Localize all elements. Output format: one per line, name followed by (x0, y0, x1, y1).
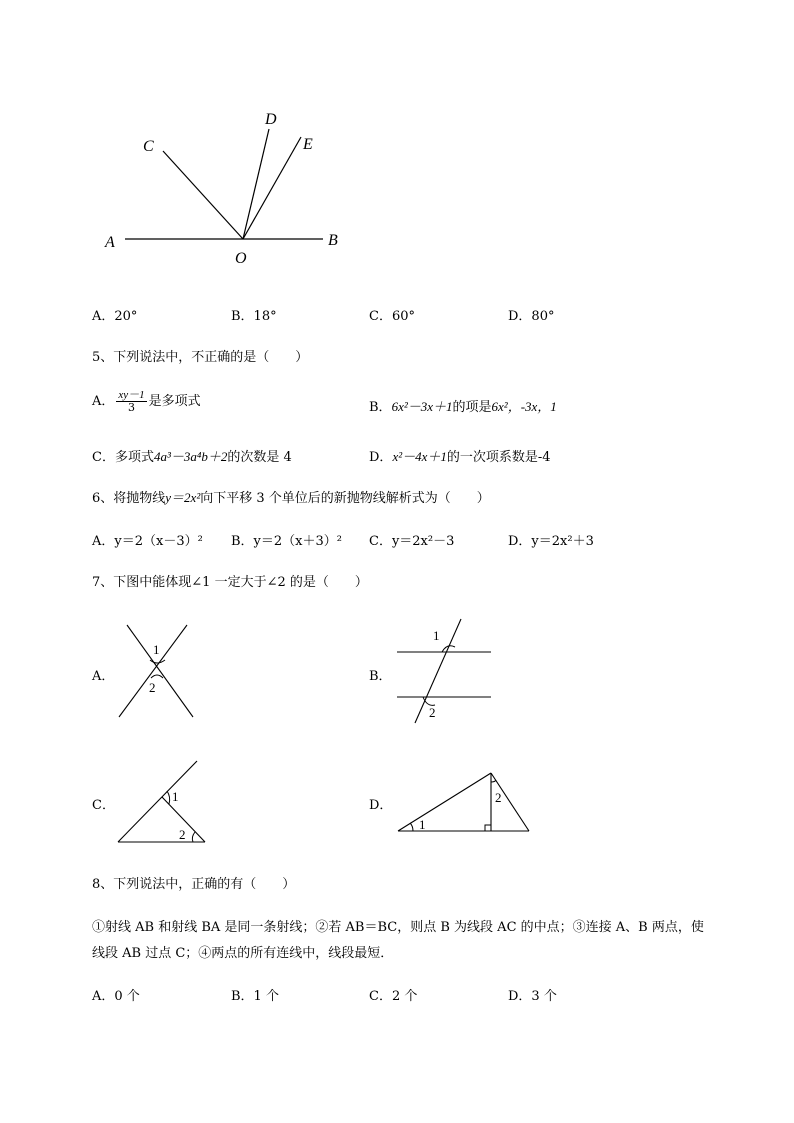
fraction-numerator: xy－1 (118, 389, 145, 401)
angle-arc-2 (192, 832, 195, 842)
q8-option-b: B．1 个 (231, 989, 279, 1004)
q8-option-c: C．2 个 (369, 989, 418, 1004)
label-c: C (143, 138, 154, 155)
q8-body-line-2: 线段 AB 过点 C；④两点的所有连线中，线段最短． (92, 946, 394, 961)
angle-2-label: 2 (149, 680, 156, 695)
line-1 (127, 625, 193, 717)
ray-oc (163, 151, 243, 239)
q7-option-d-label: D． (369, 798, 393, 813)
line-2 (119, 625, 187, 717)
q5-option-a-prefix: A． (92, 394, 115, 409)
q6-option-b: B．y＝2（x＋3）² (231, 534, 342, 549)
q7-option-c-label: C． (92, 798, 115, 813)
q7-figure-a (115, 620, 195, 720)
label-d: D (265, 111, 277, 128)
angle-1-label: 1 (153, 642, 160, 657)
label-e: E (303, 136, 313, 153)
q7-figure-b (395, 615, 495, 727)
angle-arc-1 (410, 823, 413, 831)
angle-1-label: 1 (433, 628, 440, 643)
q8-stem: 8、下列说法中，正确的有（ ） (92, 877, 296, 892)
q6-stem-expr: y＝2x² (165, 490, 201, 505)
angle-1-label: 1 (419, 817, 426, 832)
q5-option-a-suffix: 是多项式 (148, 394, 201, 409)
q5-option-d-prefix: D． (369, 450, 393, 465)
q6-stem-prefix: 6、将抛物线 (92, 491, 166, 506)
label-b: B (328, 232, 338, 249)
angle-2-label: 2 (179, 827, 186, 842)
q5-option-c-expr: 4a³－3a⁴b＋2 (153, 449, 228, 464)
angle-2-label: 2 (429, 705, 436, 720)
angle-2-label: 2 (495, 790, 502, 805)
q5-option-b-prefix: B． (369, 400, 392, 415)
q8-option-a: A．0 个 (92, 989, 140, 1004)
label-a: A (105, 234, 115, 251)
q6-stem-suffix: 向下平移 3 个单位后的新抛物线解析式为（ ） (200, 491, 490, 506)
q8-body-line-1: ①射线 AB 和射线 BA 是同一条射线；②若 AB＝BC，则点 B 为线段 AC 的中点；③连接 A、B 两点，使 (92, 920, 704, 935)
angle-arc-2 (491, 780, 496, 782)
q7-figure-d (395, 768, 535, 836)
ray-od (243, 129, 269, 239)
q6-option-a: A．y＝2（x－3）² (92, 534, 203, 549)
q6-stem (92, 487, 490, 506)
angle-1-label: 1 (172, 789, 179, 804)
q5-option-d-expr: x²－4x＋1 (392, 449, 447, 464)
q4-option-d: D．80° (508, 309, 555, 324)
q5-option-c (92, 446, 292, 465)
q5-option-b-suffix: 的项是 (452, 400, 492, 415)
fraction-denominator: 3 (128, 401, 136, 414)
q5-stem: 5、下列说法中，不正确的是（ ） (92, 350, 309, 365)
label-o: O (235, 250, 247, 267)
q5-option-a (92, 389, 201, 414)
ray-oe (243, 137, 301, 239)
q7-option-b-label: B． (369, 669, 392, 684)
q5-option-c-suffix: 的次数是 4 (227, 450, 292, 465)
q4-option-a: A．20° (92, 309, 138, 324)
q5-option-a-fraction (116, 389, 146, 414)
q4-option-c: C．60° (369, 309, 415, 324)
q7-figure-c (115, 757, 210, 847)
q7-option-a-label: A． (92, 669, 115, 684)
q8-option-d: D．3 个 (508, 989, 557, 1004)
q5-option-c-prefix: C．多项式 (92, 450, 154, 465)
q4-option-b: B．18° (231, 309, 277, 324)
q5-option-b-terms: 6x²，-3x，1 (491, 399, 557, 414)
q7-stem: 7、下图中能体现∠1 一定大于∠2 的是（ ） (92, 575, 368, 590)
q5-option-d-suffix: 的一次项系数是-4 (446, 450, 551, 465)
q5-option-b-expr: 6x²－3x＋1 (391, 399, 453, 414)
q4-angle-figure (95, 105, 355, 270)
hypotenuse (398, 773, 491, 831)
q5-option-b (369, 396, 557, 415)
q6-option-d: D．y＝2x²＋3 (508, 534, 594, 549)
angle-arc-2 (151, 675, 163, 678)
q6-option-c: C．y＝2x²－3 (369, 534, 455, 549)
right-angle-mark (485, 825, 491, 831)
q5-option-d (369, 446, 551, 465)
